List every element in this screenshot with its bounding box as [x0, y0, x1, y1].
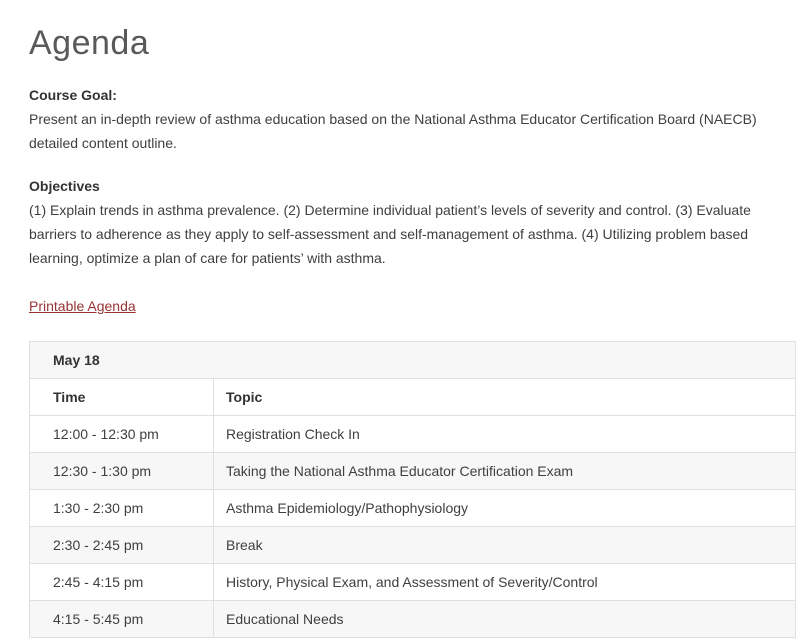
table-row: [30, 453, 796, 490]
printable-agenda-row: [29, 294, 796, 318]
agenda-table: [29, 341, 796, 638]
time-cell: 12:30 - 1:30 pm: [30, 453, 214, 490]
schedule-body: [30, 416, 796, 638]
objectives-heading: Objectives: [29, 178, 100, 194]
day-label: May 18: [30, 342, 796, 379]
time-cell: 4:15 - 5:45 pm: [30, 601, 214, 638]
day-header-row: [30, 342, 796, 379]
time-cell: 2:30 - 2:45 pm: [30, 527, 214, 564]
course-goal-heading: Course Goal:: [29, 87, 117, 103]
topic-cell: Taking the National Asthma Educator Certification Exam: [214, 453, 796, 490]
course-goal-section: [29, 83, 774, 155]
table-row: [30, 601, 796, 638]
table-row: [30, 564, 796, 601]
topic-cell: Break: [214, 527, 796, 564]
column-header-row: [30, 379, 796, 416]
course-goal-text: Present an in-depth review of asthma education based on the National Asthma Educator Certification Board (NAECB) detailed content outline.: [29, 111, 757, 151]
topic-cell: Registration Check In: [214, 416, 796, 453]
topic-column-header: Topic: [214, 379, 796, 416]
topic-cell: Asthma Epidemiology/Pathophysiology: [214, 490, 796, 527]
objectives-text: (1) Explain trends in asthma prevalence. (2) Determine individual patient’s levels of severity and control. (3) Evaluate barriers to adherence as they apply to self-assessment and self-management of asthma. (4) Utilizing problem based learning, optimize a plan of care for patients’ with asthma.: [29, 202, 751, 266]
table-row: [30, 490, 796, 527]
time-cell: 12:00 - 12:30 pm: [30, 416, 214, 453]
printable-agenda-link[interactable]: Printable Agenda: [29, 298, 136, 314]
time-cell: 2:45 - 4:15 pm: [30, 564, 214, 601]
time-cell: 1:30 - 2:30 pm: [30, 490, 214, 527]
table-row: [30, 527, 796, 564]
time-column-header: Time: [30, 379, 214, 416]
objectives-section: [29, 174, 774, 270]
topic-cell: Educational Needs: [214, 601, 796, 638]
topic-cell: History, Physical Exam, and Assessment of Severity/Control: [214, 564, 796, 601]
page-title: Agenda: [29, 24, 150, 62]
table-row: [30, 416, 796, 453]
